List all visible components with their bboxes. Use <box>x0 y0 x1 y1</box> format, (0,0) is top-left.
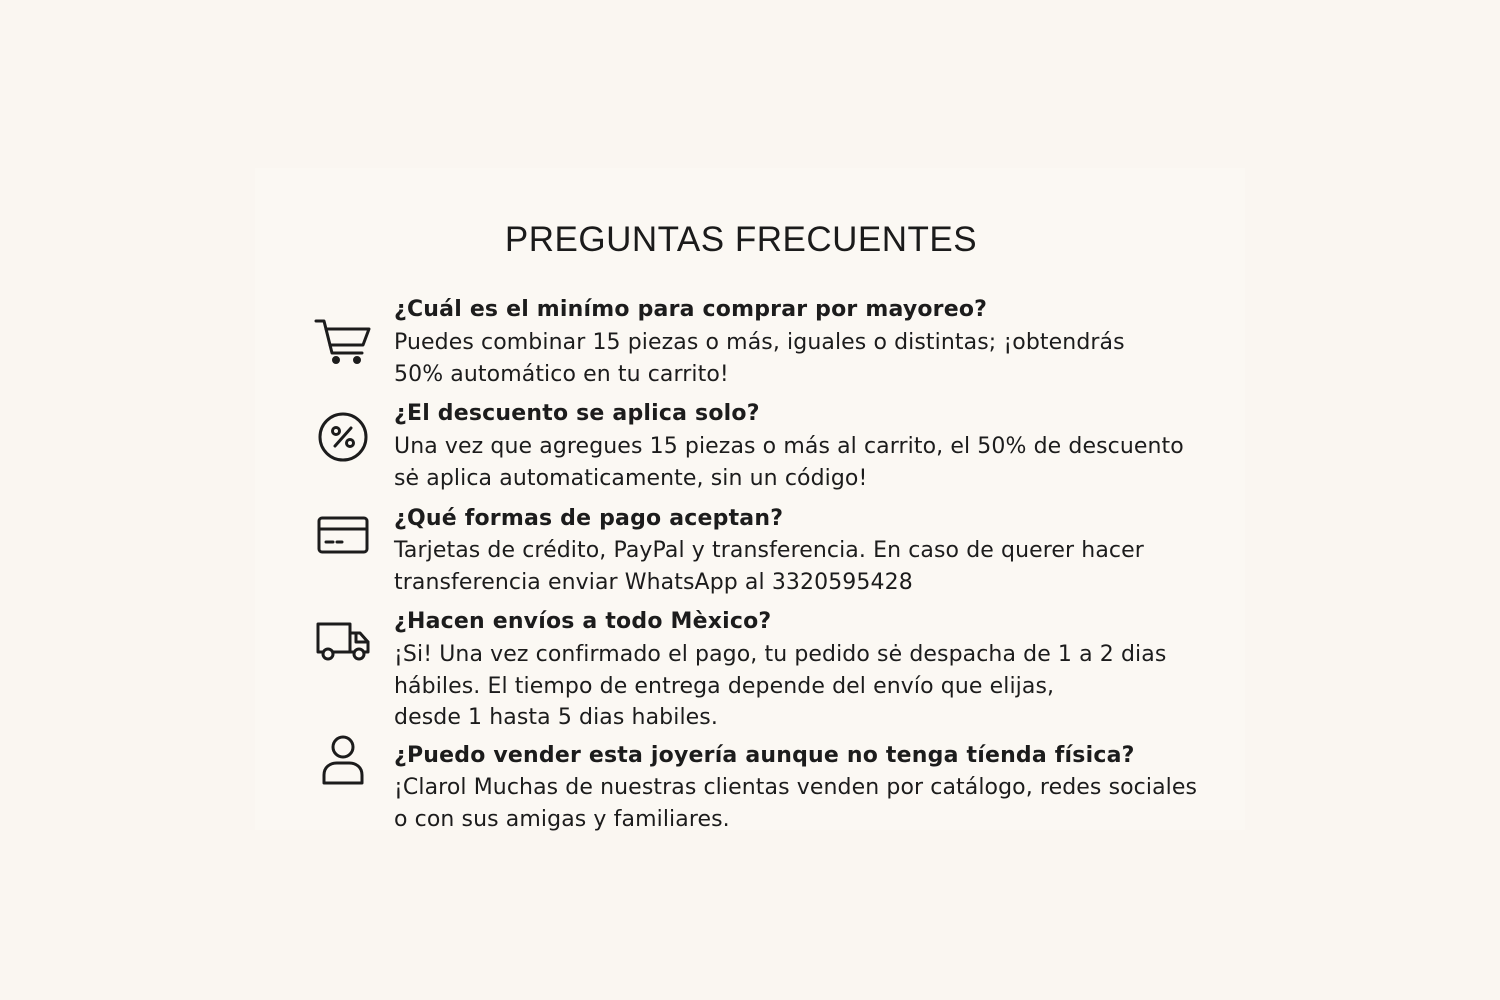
page-title: PREGUNTAS FRECUENTES <box>504 220 978 259</box>
faq-answer-line: sė aplica automaticamente, sin un código! <box>394 465 868 491</box>
faq-answer-line: ¡Clarol Muchas de nuestras clientas venden por catálogo, redes sociales <box>394 775 1198 800</box>
faq-answer-line: o con sus amigas y familiares. <box>394 806 730 832</box>
faq-question-1: ¿Cuál es el minímo para comprar por mayoreo? <box>394 297 988 322</box>
percent-icon <box>313 407 373 467</box>
delivery-truck-icon <box>313 610 373 670</box>
faq-answer-1 <box>394 327 1125 390</box>
faq-question-3: ¿Qué formas de pago aceptan? <box>394 506 784 531</box>
faq-answer-3 <box>394 535 1144 598</box>
faq-question-5: ¿Puedo vender esta joyería aunque no tenga tíenda física? <box>394 743 1135 768</box>
faq-answer-line: desde 1 hasta 5 dias habiles. <box>394 705 718 730</box>
faq-answer-5 <box>394 772 1197 862</box>
faq-answer-2 <box>394 431 1184 494</box>
faq-answer-4 <box>394 639 1166 734</box>
user-icon <box>313 730 373 790</box>
faq-answer-line: hábiles. El tiempo de entrega depende del envío que elijas, <box>394 673 1055 699</box>
faq-question-4: ¿Hacen envíos a todo Mèxico? <box>394 609 772 634</box>
credit-card-icon <box>313 505 373 565</box>
faq-answer-line: Tarjetas de crédito, PayPal y transferencia. En caso de querer hacer <box>394 538 1144 563</box>
faq-question-2: ¿El descuento se aplica solo? <box>394 401 760 426</box>
faq-answer-line: Una vez que agregues 15 piezas o más al carrito, el 50% de descuento <box>394 434 1184 459</box>
faq-answer-line: Puedes combinar 15 piezas o más, iguales o distintas; ¡obtendrás <box>394 330 1125 355</box>
faq-answer-line: 50% automático en tu carrito! <box>394 361 729 387</box>
shopping-cart-icon <box>313 310 373 370</box>
faq-answer-line: transferencia enviar WhatsApp al 3320595428 <box>394 569 913 595</box>
faq-answer-line: ¡Si! Una vez confirmado el pago, tu pedido sė despacha de 1 a 2 dias <box>394 642 1167 667</box>
